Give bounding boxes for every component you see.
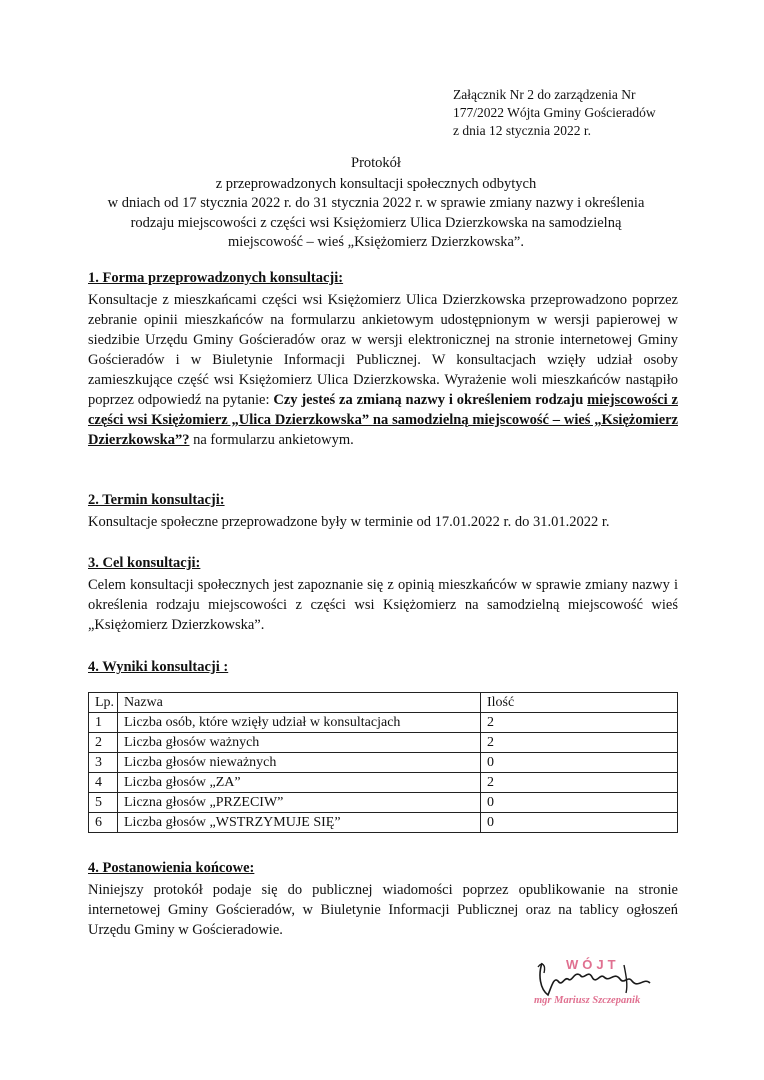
- table-row: [89, 773, 678, 793]
- annex-note: [453, 86, 673, 140]
- table-cell: Liczba głosów ważnych: [118, 733, 481, 753]
- table-cell: Liczba głosów nieważnych: [118, 753, 481, 773]
- title-line: miejscowość – wieś „Księżomierz Dzierzkowska”.: [228, 234, 524, 250]
- section-text-plain: Konsultacje z mieszkańcami części wsi Księżomierz Ulica Dzierzkowska przeprowadzono poprzez zebranie opinii mieszkańców na formularzu ankietowym udostępnionym w wersji papierowej w siedzibie Urzędu Gminy Gościeradów oraz w wersji elektronicznej na stronie internetowej Gminy Gościeradów i w Biuletynie Informacji Publicznej. W konsultacjach wzięły udział osoby zamieszkujące część wsi Księżomierz Ulica Dzierzkowska. Wyrażenie woli mieszkańców nastąpiło poprzez odpowiedź na pytanie:: [88, 292, 678, 408]
- table-cell: 2: [481, 713, 678, 733]
- signature-stamp: [528, 955, 678, 1015]
- question-bold: Czy jesteś za zmianą nazwy i określeniem rodzaju: [273, 392, 584, 408]
- table-cell: Liczna głosów „PRZECIW”: [118, 793, 481, 813]
- table-cell: 4: [89, 773, 118, 793]
- section-text: Konsultacje społeczne przeprowadzone były w terminie od 17.01.2022 r. do 31.01.2022 r.: [88, 514, 610, 530]
- table-cell: 3: [89, 753, 118, 773]
- table-cell: Liczba głosów „WSTRZYMUJE SIĘ”: [118, 813, 481, 833]
- section-text-end: na formularzu ankietowym.: [193, 432, 354, 448]
- table-cell: 0: [481, 793, 678, 813]
- table-cell: 5: [89, 793, 118, 813]
- section-heading: 3. Cel konsultacji:: [88, 555, 201, 571]
- table-header-cell: Ilość: [481, 693, 678, 713]
- table-row: [89, 753, 678, 773]
- document-title: Protokół: [351, 155, 401, 171]
- title-line: z przeprowadzonych konsultacji społecznych odbytych: [215, 175, 537, 192]
- stamp-name: mgr Mariusz Szczepanik: [534, 995, 641, 1006]
- section-heading: 4. Wyniki konsultacji :: [88, 659, 229, 675]
- annex-line: Załącznik Nr 2 do zarządzenia Nr: [453, 87, 636, 102]
- table-header-row: [89, 693, 678, 713]
- section-term: [88, 490, 678, 532]
- section-form: [88, 268, 678, 450]
- table-cell: 1: [89, 713, 118, 733]
- table-row: [89, 713, 678, 733]
- table-cell: 2: [89, 733, 118, 753]
- annex-line: z dnia 12 stycznia 2022 r.: [453, 123, 591, 138]
- title-line: w dniach od 17 stycznia 2022 r. do 31 stycznia 2022 r. w sprawie zmiany nazwy i określenia: [107, 195, 645, 211]
- title-line: rodzaju miejscowości z części wsi Księżomierz Ulica Dzierzkowska na samodzielną: [130, 214, 622, 231]
- section-final: [88, 858, 678, 940]
- table-header-cell: Nazwa: [118, 693, 481, 713]
- section-heading: 2. Termin konsultacji:: [88, 492, 225, 508]
- table-row: [89, 793, 678, 813]
- section-text: Celem konsultacji społecznych jest zapoznanie się z opinią mieszkańców w sprawie zmiany nazwy i określenia rodzaju miejscowości z części wsi Księżomierz na samodzielną miejscowość wieś „Księżomierz Dzierzkowska”.: [88, 577, 678, 633]
- section-goal: [88, 553, 678, 635]
- section-heading: 4. Postanowienia końcowe:: [88, 860, 255, 876]
- question-underlined: miejscowości z części wsi Księżomierz „Ulica Dzierzkowska” na samodzielną miejscowość – wieś „Księżomierz Dzierzkowska”?: [88, 392, 678, 448]
- table-row: [89, 733, 678, 753]
- table-cell: 2: [481, 733, 678, 753]
- table-cell: Liczba osób, które wzięły udział w konsultacjach: [118, 713, 481, 733]
- stamp-title: WÓJT: [566, 957, 620, 972]
- section-results: [88, 657, 678, 679]
- table-row: [89, 813, 678, 833]
- table-header-cell: Lp.: [89, 693, 118, 713]
- section-text: Niniejszy protokół podaje się do publicznej wiadomości poprzez opublikowanie na stronie internetowej Gminy Gościeradów, w Biuletynie Informacji Publicznej oraz na tablicy ogłoszeń Urzędu Gminy w Gościeradowie.: [88, 882, 678, 938]
- section-heading: 1. Forma przeprowadzonych konsultacji:: [88, 270, 344, 286]
- table-cell: 0: [481, 813, 678, 833]
- section-text: [88, 290, 678, 450]
- table-cell: Liczba głosów „ZA”: [118, 773, 481, 793]
- annex-line: 177/2022 Wójta Gminy Gościeradów: [453, 105, 656, 120]
- table-cell: 6: [89, 813, 118, 833]
- table-cell: 2: [481, 773, 678, 793]
- table-cell: 0: [481, 753, 678, 773]
- results-table: [88, 692, 678, 833]
- document-title-block: [76, 154, 676, 253]
